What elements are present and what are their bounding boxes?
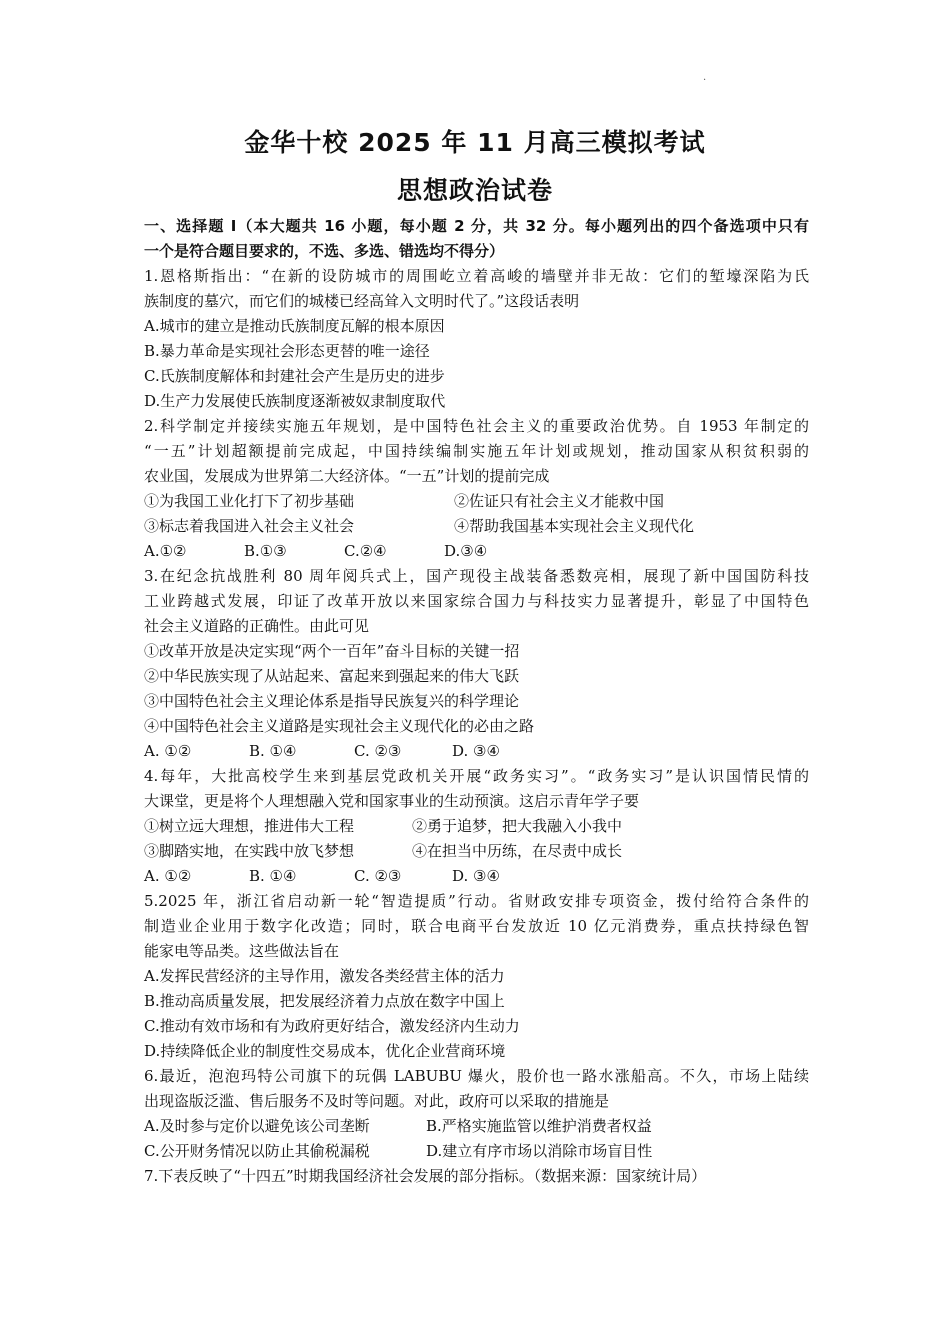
q1-option-c: C.氏族制度解体和封建社会产生是历史的进步: [144, 367, 445, 385]
section-heading-line2: 一个是符合题目要求的，不选、多选、错选均不得分）: [144, 242, 505, 260]
q1-stem-line1: 1.恩格斯指出：“在新的设防城市的周围屹立着高峻的墙壁并非无故：它们的堑壕深陷为氏: [144, 267, 809, 285]
header-dot: .: [703, 72, 707, 83]
q3-stem-line2: 工业跨越式发展，印证了改革开放以来国家综合国力与科技实力显著提升，彰显了中国特色: [144, 592, 809, 610]
q4-statements-row2: [144, 839, 809, 864]
q4-option-a: A. ①②: [144, 867, 192, 885]
q2-statements-row2: [144, 514, 809, 539]
q3-option-a: A. ①②: [144, 742, 192, 760]
q3-option-c: C. ②③: [354, 742, 402, 760]
q3-option-d: D. ③④: [452, 742, 500, 760]
q3-options: [144, 739, 809, 764]
q2-option-c: C.②④: [344, 542, 387, 560]
exam-content: [144, 214, 809, 1189]
q5-option-d: D.持续降低企业的制度性交易成本，优化企业营商环境: [144, 1042, 506, 1060]
q5-option-c: C.推动有效市场和有为政府更好结合，激发经济内生动力: [144, 1017, 520, 1035]
q2-statement-4: ④帮助我国基本实现社会主义现代化: [454, 517, 695, 535]
q3-statement-1: ①改革开放是决定实现“两个一百年”奋斗目标的关键一招: [144, 642, 520, 660]
q6-stem-line1: 6.最近，泡泡玛特公司旗下的玩偶 LABUBU 爆火，股价也一路水涨船高。不久，市场上陆续: [144, 1067, 809, 1085]
q2-option-b: B.①③: [244, 542, 287, 560]
q3-statement-2: ②中华民族实现了从站起来、富起来到强起来的伟大飞跃: [144, 667, 520, 685]
section-heading-line1: 一、选择题 I（本大题共 16 小题，每小题 2 分，共 32 分。每小题列出的四个备选项中只有: [144, 217, 809, 235]
q4-options: [144, 864, 809, 889]
q2-options: [144, 539, 809, 564]
q6-options-row2: [144, 1139, 809, 1164]
q2-statement-2: ②佐证只有社会主义才能救中国: [454, 492, 665, 510]
q6-option-d: D.建立有序市场以消除市场盲目性: [426, 1142, 653, 1160]
q6-option-a: A.及时参与定价以避免该公司垄断: [144, 1117, 370, 1135]
q5-stem-line3: 能家电等品类。这些做法旨在: [144, 942, 340, 960]
q4-statements-row1: [144, 814, 809, 839]
q3-stem-line1: 3.在纪念抗战胜利 80 周年阅兵式上，国产现役主战装备悉数亮相，展现了新中国国防科技: [144, 567, 809, 585]
q7-stem-line1: 7.下表反映了“十四五”时期我国经济社会发展的部分指标。（数据来源：国家统计局）: [144, 1167, 707, 1185]
q2-stem-line2: “一五”计划超额提前完成起，中国持续编制实施五年计划或规划，推动国家从积贫积弱的: [144, 442, 809, 460]
q3-statement-3: ③中国特色社会主义理论体系是指导民族复兴的科学理论: [144, 692, 520, 710]
q2-option-a: A.①②: [144, 542, 187, 560]
q1-option-b: B.暴力革命是实现社会形态更替的唯一途径: [144, 342, 430, 360]
q4-option-c: C. ②③: [354, 867, 402, 885]
q6-option-b: B.严格实施监管以维护消费者权益: [426, 1117, 652, 1135]
exam-subtitle: 思想政治试卷: [396, 176, 553, 205]
q5-option-b: B.推动高质量发展，把发展经济着力点放在数字中国上: [144, 992, 505, 1010]
q2-statement-3: ③标志着我国进入社会主义社会: [144, 517, 355, 535]
q4-statement-2: ②勇于追梦，把大我融入小我中: [412, 817, 623, 835]
q4-option-d: D. ③④: [452, 867, 500, 885]
q3-option-b: B. ①④: [249, 742, 297, 760]
q5-stem-line1: 5.2025 年，浙江省启动新一轮“智造提质”行动。省财政安排专项资金，拨付给符合条件的: [144, 892, 809, 910]
q2-option-d: D.③④: [444, 542, 488, 560]
q4-option-b: B. ①④: [249, 867, 297, 885]
q4-stem-line1: 4.每年，大批高校学生来到基层党政机关开展“政务实习”。“政务实习”是认识国情民情的: [144, 767, 809, 785]
q4-statement-4: ④在担当中历练，在尽责中成长: [412, 842, 623, 860]
q4-statement-1: ①树立远大理想，推进伟大工程: [144, 817, 355, 835]
q3-statement-4: ④中国特色社会主义道路是实现社会主义现代化的必由之路: [144, 717, 535, 735]
q4-stem-line2: 大课堂，更是将个人理想融入党和国家事业的生动预演。这启示青年学子要: [144, 792, 640, 810]
q6-option-c: C.公开财务情况以防止其偷税漏税: [144, 1142, 370, 1160]
q4-statement-3: ③脚踏实地，在实践中放飞梦想: [144, 842, 355, 860]
q1-option-d: D.生产力发展使氏族制度逐渐被奴隶制度取代: [144, 392, 446, 410]
q2-stem-line1: 2.科学制定并接续实施五年规划，是中国特色社会主义的重要政治优势。自 1953 年制定的: [144, 417, 809, 435]
q5-option-a: A.发挥民营经济的主导作用，激发各类经营主体的活力: [144, 967, 505, 985]
q2-statement-1: ①为我国工业化打下了初步基础: [144, 492, 355, 510]
q2-statements-row1: [144, 489, 809, 514]
q6-stem-line2: 出现盗版泛滥、售后服务不及时等问题。对此，政府可以采取的措施是: [144, 1092, 610, 1110]
q5-stem-line2: 制造业企业用于数字化改造；同时，联合电商平台发放近 10 亿元消费券，重点扶持绿色智: [144, 917, 809, 935]
q2-stem-line3: 农业国，发展成为世界第二大经济体。“一五”计划的提前完成: [144, 467, 550, 485]
q6-options-row1: [144, 1114, 809, 1139]
q1-stem-line2: 族制度的墓穴，而它们的城楼已经高耸入文明时代了。”这段话表明: [144, 292, 580, 310]
q1-option-a: A.城市的建立是推动氏族制度瓦解的根本原因: [144, 317, 445, 335]
q3-stem-line3: 社会主义道路的正确性。由此可见: [144, 617, 370, 635]
exam-title: 金华十校 2025 年 11 月高三模拟考试: [244, 128, 706, 157]
